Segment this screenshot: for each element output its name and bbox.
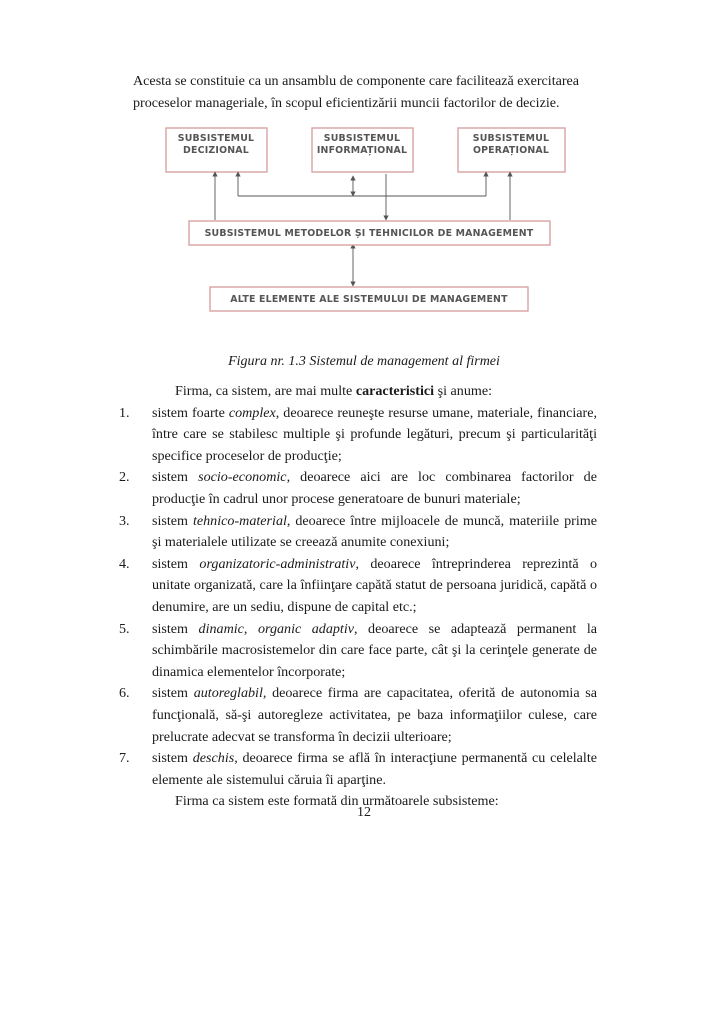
list-item: 4. sistem organizatoric-administrativ, deoarece întreprinderea reprezintă o unitate organizată, care la înfiinţare capătă statut de persoana juridică, capătă o denumire, are un sediu, dispune de capital etc.; bbox=[119, 555, 597, 615]
box-metode-label: SUBSISTEMUL METODELOR ȘI TEHNICILOR DE MANAGEMENT bbox=[204, 228, 534, 239]
box-operational-line-2: OPERAȚIONAL bbox=[472, 145, 550, 156]
figure-caption: Figura nr. 1.3 Sistemul de management al firmei bbox=[228, 354, 500, 369]
box-decizional-line-2: DECIZIONAL bbox=[183, 145, 249, 156]
box-alte-elemente bbox=[210, 287, 528, 311]
intro-para-bold: caracteristici bbox=[355, 383, 435, 399]
characteristics-intro bbox=[133, 381, 597, 403]
list-item: 2. sistem socio-economic, deoarece aici are loc combinarea factorilor de producţie în cadrul unor procese generatoare de bunuri materiale; bbox=[119, 469, 597, 507]
intro-line-1: Acesta se constituie ca un ansamblu de componente care facilitează exercitarea bbox=[133, 73, 580, 89]
box-subsistem-informational bbox=[312, 128, 413, 172]
characteristics-list bbox=[119, 403, 598, 792]
list-item: 5. sistem dinamic, organic adaptiv, deoarece se adaptează permanent la schimbările macrosistemelor din care face parte, cât şi la cerinţele generate de dinamica elementelor încorporate; bbox=[119, 620, 598, 680]
list-item: 3. sistem tehnico-material, deoarece între mijloacele de muncă, materiile prime şi materialele utilizate se creează anumite conexiuni; bbox=[119, 512, 597, 551]
list-item: 1. sistem foarte complex, deoarece reuneşte resurse umane, materiale, financiare, între care se stabilesc multiple şi profunde legături, precum şi particularităţi specifice proceselor de producţie; bbox=[119, 404, 597, 464]
intro-line-2: proceselor manageriale, în scopul eficientizării muncii factorilor de decizie. bbox=[133, 95, 560, 111]
box-subsistem-operational bbox=[458, 128, 565, 172]
closing-sentence: Firma ca sistem este formată din următoarele subsisteme: bbox=[175, 793, 499, 810]
list-item: 7. sistem deschis, deoarece firma se află în interacţiune permanentă cu celelalte elemente ale sistemului căruia îi aparţine. bbox=[119, 750, 598, 788]
box-subsistem-decizional bbox=[166, 128, 267, 172]
characteristics-section bbox=[119, 381, 598, 813]
box-alte-label: ALTE ELEMENTE ALE SISTEMULUI DE MANAGEMENT bbox=[230, 294, 508, 305]
box-decizional-line-1: SUBSISTEMUL bbox=[177, 133, 255, 144]
page-number: 12 bbox=[357, 805, 371, 820]
box-informational-line-2: INFORMAȚIONAL bbox=[316, 145, 408, 156]
intro-para-before: Firma, ca sistem, are mai multe bbox=[175, 383, 356, 399]
management-system-diagram bbox=[0, 0, 728, 340]
list-item: 6. sistem autoreglabil, deoarece firma are capacitatea, oferită de autonomia sa funcţională, să-şi autoregleze activitatea, pe baza informaţiilor culese, care prelucrate adecvat se transforma în decizii ulterioare; bbox=[119, 685, 598, 745]
intro-para-after: şi anume: bbox=[434, 383, 493, 399]
box-informational-line-1: SUBSISTEMUL bbox=[323, 133, 401, 144]
box-operational-line-1: SUBSISTEMUL bbox=[472, 133, 550, 144]
box-subsistem-metode bbox=[189, 221, 550, 245]
